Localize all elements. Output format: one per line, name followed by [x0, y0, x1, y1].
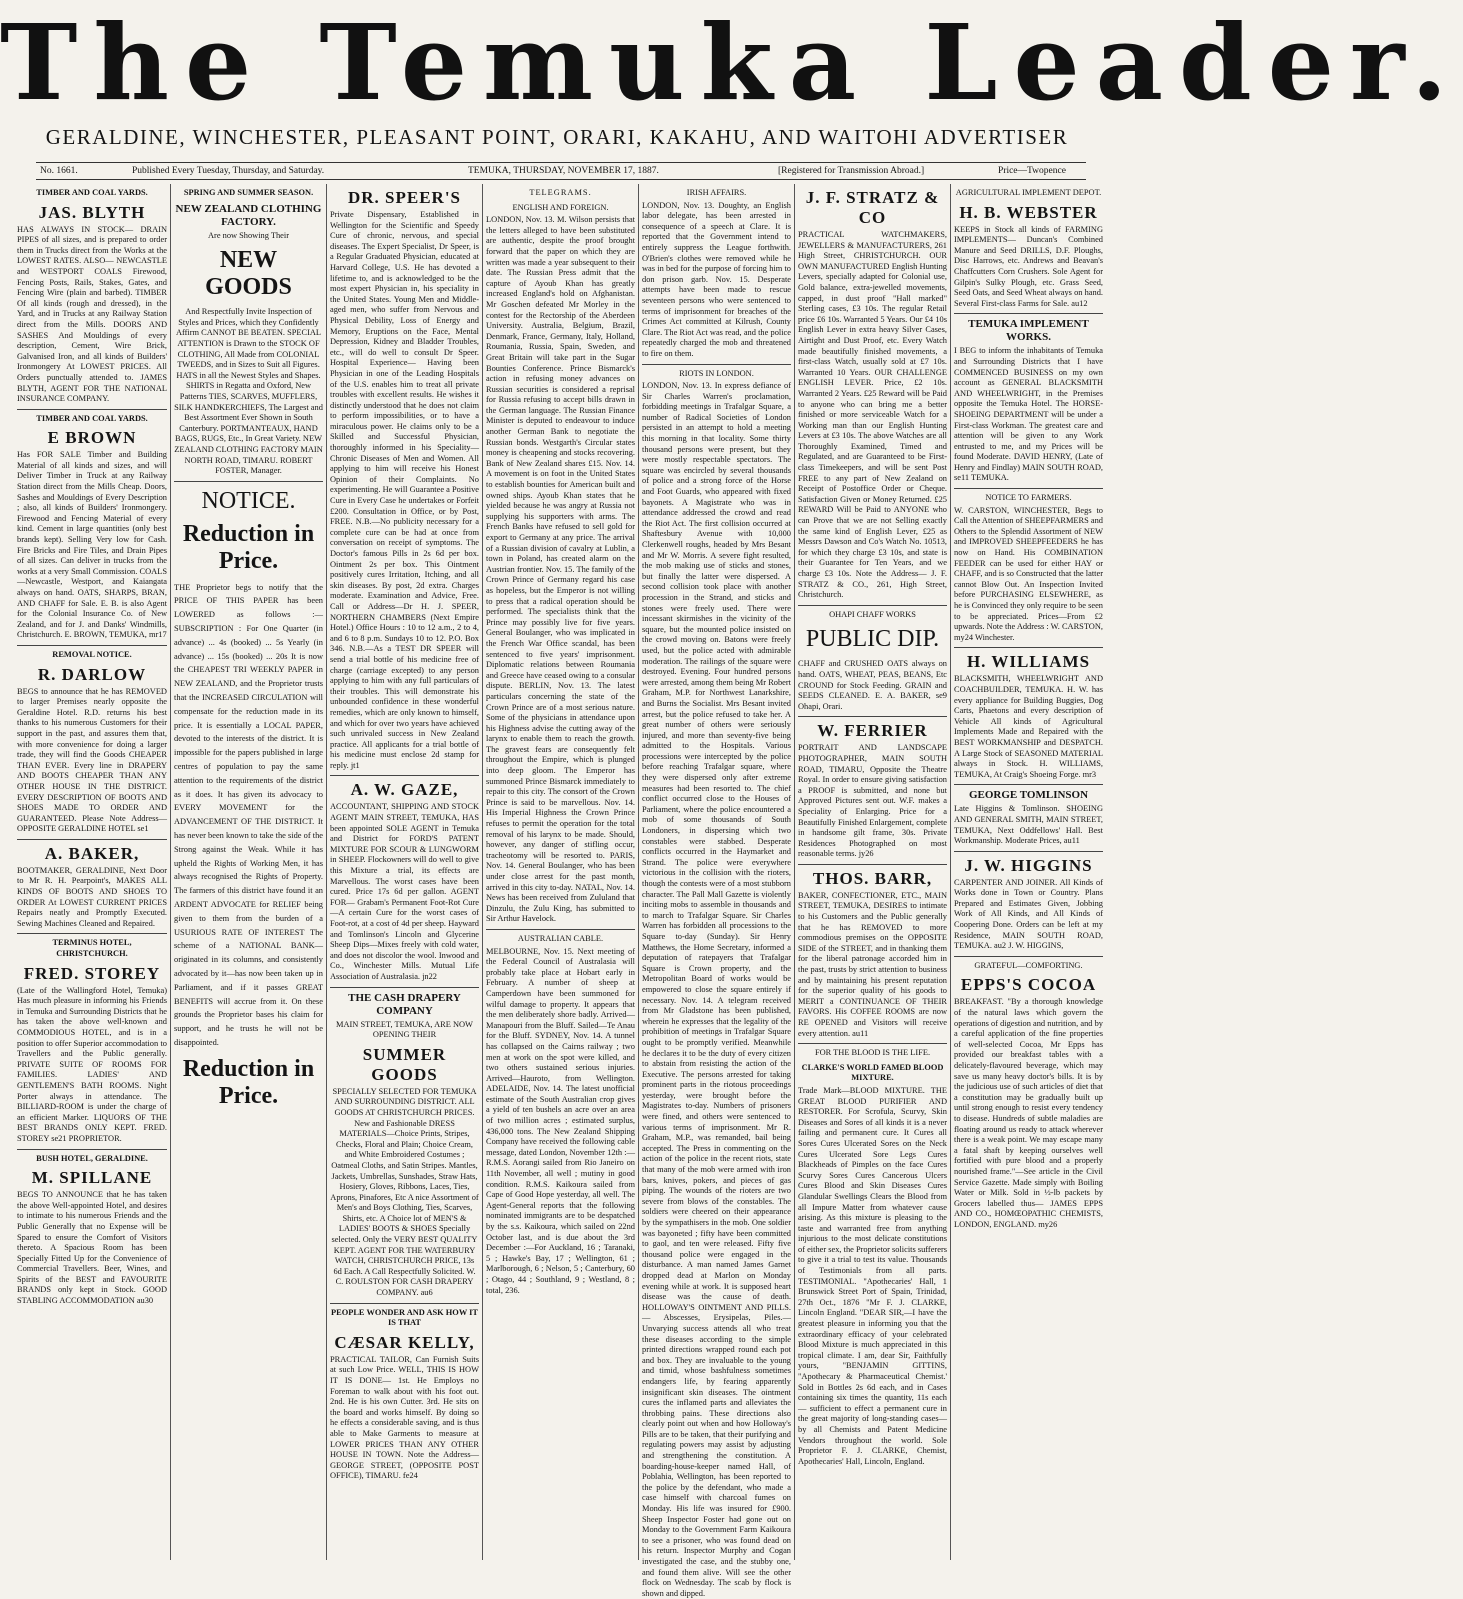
article-body: MELBOURNE, Nov. 15. Next meeting of the Federal Council of Australasia will probably take place at Hobart early in February. A number of sheep at Camperdown have been summoned for wilful damage to property. It appears that the men deliberately shore badly. Arrived—Manapouri from the Bluff. Sailed—Te Anau for the Bluff. SYDNEY, Nov. 14. A tunnel has collapsed on the Cairns railway ; two men at work on the spot were killed, and two others sustained serious injuries. Arrived—Hauroto, from Wellington. ADELAIDE, Nov. 14. The latest unofficial estimate of the South Australian crop gives a yield of ten bushels an acre over an area of two million acres ; estimated surplus, 436,000 tons. The New Zealand Shipping Company have received the following cable message, dated London, November 12th :— R.M.S. Aorangi sailed from Rio Janeiro on 11th November, all well ; mutiny in good condition. R.M.S. Kaikoura sailed from Cape of Good Hope yesterday, all well. The Agent-General reports that the following nominated immigrants are to be despatched by the s.s. Kaikoura, which sailed on 22nd October last, and is due about the 3rd December :—For Auckland, 16 ; Taranaki, 5 ; Hawke's Bay, 17 ; Wellington, 61 ; Marlborough, 6 ; Nelson, 5 ; Canterbury, 60 ; Otago, 44 ; Southland, 9 ; Westland, 8 ; total, 236.: [486, 946, 635, 1295]
advertiser-name: M. SPILLANE: [31, 1168, 153, 1188]
divider: [954, 784, 1103, 785]
divider: [954, 851, 1103, 852]
article-body: LONDON, Nov. 13. In express defiance of Sir Charles Warren's proclamation, forbidding meetings in Trafalgar Square, a number of Radical Societies of London persisted in an attempt to hold a meeting this morning in that locality. Some thirty thousand persons were present, but they were mostly respectable spectators. The square was encircled by several thousands of police and a strong force of the Horse and Foot Guards, who appeared with fixed bayonets. A Magistrate who was in attendance addressed the crowd and read the Riot Act. The first collision occurred at Shaftesbury Avenue with 10,000 Clerkenwell roughs, headed by Mrs Besant and Mr W. Morris. A severe fight resulted, the mob making use of sticks and stones, but finally the latter were dispersed. A second collision took place with another procession in the Strand, and sticks and stones were freely used. There were incessant skirmishes in the vicinity of the square, but the mounted police insisted on the crowd moving on. Batons were freely used, but the police acted with admirable moderation. The railings of the square were destroyed. Evening. Four hundred persons were arrested, among them being Mr Robert Graham, M.P. for Northwest Lanarkshire, and Burns the Socialist. Mrs Besant invited arrest, but the police refused to take her. A great number of others were seriously injured, and more than seventy-five being admitted to the Hospitals. Various processions were intercepted by the police before reaching Trafalgar square, where they were dispersed only after extreme measures had been resorted to. The chief conflict occurred close to the Houses of Parliament, where the police encountered a mob of some thousands of South Londoners, in dispersing which two constables were stabbed. Desperate conflicts occurred in the Haymarket and Strand. The police were everywhere victorious in the collision with the rioters, though the contests were of a most stubborn character. The Pall Mall Gazette is violently inciting mobs to assemble in thousands and to march to Trafalgar Square. Sir Charles Warren has forbidden all processions to the Square to-day (Sunday). Sir Henry Matthews, the Home Secretary, informed a deputation of ratepayers that Trafalgar Square is Crown property, and the Metropolitan Board of works would be empowered to close the square entirely if necessary. Nov. 14. A telegram received from Mr Gladstone has been published, wherein he expresses that the legality of the prohibition of meetings in Trafalgar Square ought to be promptly verified. Meanwhile he declares it to be the duty of every citizen to abstain from resisting the action of the Executive. The persons arrested for taking prominent parts in the riotous proceedings yesterday, were brought before the Magistrates to-day. Numbers of prisoners were fined, and others were sentenced to various terms of imprisonment. Mr R. Graham, M.P., was remanded, bail being accepted. The Press in commenting on the action of the police in the recent riots, state that many of the mob were armed with iron bars, knives, pokers, and pieces of gas piping. The wounds of the rioters are two severe from blows of the constables. The soldiers were cheered on their appearance by the sympathisers in the mob. One soldier was bayoneted ; fifty have been committed to gaol, and ten were released. Fifty five thousand police were engaged in the disturbance. A man named James Garnet dropped dead at Marlon on Monday evening while at work. It is supposed heart disease was the cause of death. HOLLOWAY'S OINTMENT AND PILLS.— Abscesses, Erysipelas, Piles.— Unvarying success attends all who treat these diseases according to the simple printed directions wrapped round each pot and box. They are invaluable to the young and timid, whose bashfulness sometimes endangers life, by fearing apparently insignificant skin diseases. The ointment cures the inflamed parts and alleviates the throbbing pains. These directions also clearly point out when and how Holloway's Pills are to be taken, that their purifying and regulating powers may assist by adjusting and strengthening the constitution. A boarding-house-keeper named Hall, of Poblahia, Wellington, has been reported to the police by the defendant, who made a case himself with charcoal fumes on Monday. His life was insured for £900. Sheep Inspector Foster had gone out on Monday to the Government Farm Kaikoura to see a prisoner, who was found dead on his return. Inspector Murphy and Cogan investigated the case, and the stubby one, and found them alive. Will see the other flock on Wednesday. The scab by flock is shown and dipped.: [642, 381, 791, 1598]
ad-body: And Respectfully Invite Inspection of Styles and Prices, which they Confidently Affirm CANNOT BE BEATEN. SPECIAL ATTENTION is Drawn to the STOCK OF CLOTHING, All Made from COLONIAL TWEEDS, and in Sizes to Suit all Figures. HATS in all the Newest Styles and Shapes. SHIRTS in Regatta and Oxford, New Patterns TIES, SCARVES, MUFFLERS, SILK HANDKERCHIEFS, The Largest and Best Assortment Ever Shown in South Canterbury. PORTMANTEAUX, HAND BAGS, RUGS, Etc., In Great Variety. NEW ZEALAND CLOTHING FACTORY MAIN NORTH ROAD, TIMARU. ROBERT FOSTER, Manager.: [174, 307, 323, 476]
divider: [330, 775, 479, 776]
ad-heading: BUSH HOTEL, GERALDINE.: [36, 1153, 148, 1163]
section-subheading: AUSTRALIAN CABLE.: [517, 933, 604, 943]
advertiser-name: DR. SPEER'S: [347, 188, 462, 207]
notice-headline: Reduction in Price.: [182, 520, 315, 574]
ad-heading: TERMINUS HOTEL, CHRISTCHURCH.: [52, 938, 132, 959]
divider: [330, 987, 479, 988]
ad-subheading: MAIN STREET, TEMUKA, ARE NOW OPENING THEIR: [336, 1019, 473, 1040]
notice-heading: NOTICE.: [201, 487, 296, 514]
ad-body: CARPENTER AND JOINER. All Kinds of Works done in Town or Country. Plans Prepared and Estimates Given, Jobbing Work of All Kinds, and All Kinds of Coopering Done. Orders can be left at my Residence, MAIN SOUTH ROAD, TEMUKA. au2 J. W. HIGGINS,: [954, 877, 1103, 951]
ad-body: HAS ALWAYS IN STOCK— DRAIN PIPES of all sizes, and is prepared to order them in Trucks direct from the Works at the LOWEST RATES. ALSO— NEWCASTLE and WESTPORT COALS Firewood, Fencing Posts, Rails, Stakes, Gates, and Fencing Wire (plain and barbed). TIMBER Of all kinds (rough and dressed), in the Yard, and in Trucks at any Railway Station direct from the Mills. DOORS AND SASHES And Mouldings of every description, Cement, Wire Brick, Galvanised Iron, and all kinds of Builders' Ironmongery At LOWEST PRICES. All Orders punctually attended to. JAMES BLYTH, AGENT FOR THE NATIONAL INSURANCE COMPANY.: [17, 224, 167, 404]
notice-body: THE Proprietor begs to notify that the PRICE OF THIS PAPER has been LOWERED as follows :— SUBSCRIPTION : For One Quarter (in advance) ... 4s (booked) ... 5s Yearly (in advance) ... 15s (booked) ... 20s It is now the CHEAPEST TRI WEEKLY PAPER in NEW ZEALAND, and the Proprietor trusts that the INCREASED CIRCULATION will compensate for the reduction made in its price. It is essentially a LOCAL PAPER, devoted to the interests of the district. It is impossible for the papers published in large centres of population to pay the same attention to the requirements of the district as it does. It has given its advocacy to EVERY MOVEMENT for the ADVANCEMENT OF THE DISTRICT. It has never been known to take the side of the Strong against the Weak. While it has upheld the Rights of Working Men, it has always recognised the Rights of Property. The farmers of this district have found it an ARDENT ADVOCATE for RELIEF being given to them from the burden of a USURIOUS RATE OF INTEREST The scheme of a NATIONAL BANK—originated in its columns, and consistently advocated by it—has now been taken up in Parliament, and if it passes GREAT BENEFITS will accrue from it. On these grounds the Proprietor bases his claim for support, and he trusts he will not be disappointed.: [174, 582, 323, 1047]
divider: [954, 313, 1103, 314]
ad-body: PRACTICAL TAILOR, Can Furnish Suits at such Low Price. WELL, THIS IS HOW IT IS DONE— 1st. He Employs no Foreman to walk about with his foot out. 2nd. He is his own Cutter. 3rd. He sits on the board and works himself. By doing so he effects a considerable saving, and is thus able to Make Garments to measure at LOWER PRICES THAN ANY OTHER HOUSE IN TOWN. Note the Address— GEORGE STREET, (OPPOSITE POST OFFICE), TIMARU. fe24: [330, 1354, 479, 1481]
masthead-subtitle: GERALDINE, WINCHESTER, PLEASANT POINT, ORARI, KAKAHU, AND WAITOHI ADVERTISER: [45, 125, 1069, 149]
advertiser-name: R. DARLOW: [37, 664, 147, 684]
ad-body: BAKER, CONFECTIONER, ETC., MAIN STREET, TEMUKA, DESIRES to intimate to his Customers and the Public generally that he has REMOVED to more commodious premises on the OPPOSITE SIDE of the STREET, and in thanking them for the liberal patronage accorded him in the past, trusts by strict attention to business and by maintaining his present reputation for the superior quality of his goods to MERIT a CONTINUANCE OF THEIR FAVORS. His COFFEE ROOMS are now RE OPENED and Visitors will receive every attention. au11: [798, 890, 947, 1038]
advertiser-name: E BROWN: [47, 428, 137, 448]
advertiser-name: THOS. BARR,: [812, 868, 933, 888]
ad-body: BREAKFAST. "By a thorough knowledge of the natural laws which govern the operations of digestion and nutrition, and by a careful application of the fine properties of well-selected Cocoa, Mr Epps has provided our breakfast tables with a delicately-flavoured beverage, which may save us many heavy doctor's bills. It is by the judicious use of such articles of diet that a constitution may be gradually built up until strong enough to resist every tendency to disease. Hundreds of subtle maladies are floating around us ready to attack wherever there is a weak point. We may escape many a fatal shaft by keeping ourselves well fortified with pure blood and a properly nourished frame."—See article in the Civil Service Gazette. Made simply with Boiling Water or Milk. Sold in ½-lb packets by Grocers labelled thus— JAMES EPPS AND CO., HOMŒOPATHIC CHEMISTS, LONDON, ENGLAND. my26: [954, 997, 1103, 1229]
ad-heading: SPRING AND SUMMER SEASON.: [183, 188, 314, 197]
ad-body: PRACTICAL WATCHMAKERS, JEWELLERS & MANUFACTURERS, 261 High Street, CHRISTCHURCH. OUR OWN MANUFACTURED English Hunting Levers, specially adapted for Colonial use, Gold balance, extra-jewelled movements, capped, in dust proof "Hall marked" Sterling cases, £3 10s. The regular Retail price £6 10s. Warranted 5 Years. Our £4 10s English Lever in extra heavy Silver Cases, Airtight and Dust Proof, etc. Every Watch made beautifully finished movements, a first-class Watch, usually sold at £7 10s. Warranted 10 Years. OUR CHALLENGE ENGLISH LEVER. Price, £2 10s. Warranted 2 Years. £25 Reward will be Paid to anyone who can bring me a better finished or more serviceable Watch for a Working man than our English Hunting Levers at £3 10s. The above Watches are all Thoroughly Examined, Timed and Regulated, and are Guaranteed to be First-class Timekeepers, and will be sent Post FREE to any part of New Zealand on Receipt of Postoffice Order or Cheque. Satisfaction Given or Money Returned. £25 REWARD Will be Paid to ANYONE who can Prove that we are not Selling exactly the same kind of English Lever, £25 as Messrs Dawson and Co's Watch No. 10513, for which they charge £3 10s, and state is their Guarantee for Ten Years, and we charge £3 10s. Note the Address— J. F. STRATZ & CO., 261, High Street, Christchurch.: [798, 230, 947, 600]
ad-heading: TIMBER AND COAL YARDS.: [36, 188, 148, 197]
issue-date: TEMUKA, THURSDAY, NOVEMBER 17, 1887.: [468, 166, 659, 176]
advertiser-name: GEORGE TOMLINSON: [968, 789, 1089, 802]
ad-heading: TEMUKA IMPLEMENT WORKS.: [968, 318, 1089, 344]
divider: [17, 933, 167, 934]
ad-body: (Late of the Wallingford Hotel, Temuka) Has much pleasure in informing his Friends in Temuka and Surrounding Districts that he has taken the above well-known and COMMODIOUS HOTEL, and is in a position to offer Superior accommodation to Travellers and the Public generally. PRIVATE SUITE OF ROOMS FOR FAMILIES. LADIES' AND GENTLEMEN'S BATH ROOMS. Night Porter always in attendance. The BILLIARD-ROOM is under the charge of an efficient Marker. LIQUORS OF THE BEST BRANDS ONLY KEPT. FRED. STOREY se21 PROPRIETOR.: [17, 985, 167, 1143]
ad-headline: PUBLIC DIP.: [805, 626, 940, 653]
ad-body: W. CARSTON, WINCHESTER, Begs to Call the Attention of SHEEPFARMERS and Others to the Splendid Assortment of NEW and IMPROVED SHEEPFEEDERS he has now on Hand. His COMBINATION FEEDER can be used for either HAY or CHAFF, and is so Constructed that the latter cannot Blow Out. An Inspection Invited before PURCHASING ELSEWHERE, as he is Convinced they only require to be seen to be appreciated. Prices—From £2 upwards. Note the Address : W. CARSTON, my24 Winchester.: [954, 505, 1103, 642]
ad-headline: NEW GOODS: [205, 247, 292, 301]
article-body: LONDON, Nov. 13. Doughty, an English labor delegate, has been arrested in consequence of a speech at Clare. It is reported that the Government intend to entirely suppress the League forthwith. O'Brien's clothes were removed while he was in bed for the purpose of forcing him to don prison garb. Nov. 15. Desperate attempts have been made to rescue seventeen persons who were sentenced to terms of imprisonment for breaches of the Crimes Act committed at Kilrush, County Clare. The Riot Act was read, and the police repeatedly charged the mob and threatened to fire on them.: [642, 200, 791, 358]
masthead-title: The Temuka Leader.: [0, 1, 1463, 124]
advertiser-name: FRED. STOREY: [23, 963, 161, 983]
ad-body: I BEG to inform the inhabitants of Temuka and Surrounding Districts that I have COMMENCED BUSINESS on my own account as GENERAL BLACKSMITH AND WHEELWRIGHT, in the Premises opposite the Temuka Hotel. The HORSE-SHOEING DEPARTMENT will be under a First-class Workman. The greatest care and attention will be given to any Work entrusted to me, and my Prices will be found Moderate. DAVID HENRY, (Late of Henry and Findlay) MAIN SOUTH ROAD, se11 TEMUKA.: [954, 346, 1103, 483]
publication-schedule: Published Every Tuesday, Thursday, and Saturday.: [132, 166, 325, 176]
ad-body: SPECIALLY SELECTED FOR TEMUKA AND SURROUNDING DISTRICT. ALL GOODS AT CHRISTCHURCH PRICES. New and Fashionable DRESS MATERIALS—Choice Prints, Stripes, Checks, Floral and Plain; Choice Cream, and White Embroidered Costumes ; Oatmeal Cloths, and Satin Stripes. Mantles, Jackets, Umbrellas, Sunshades, Straw Hats, Hosiery, Gloves, Ribbons, Laces, Ties, Aprons, Pinafores, Etc A nice Assortment of Men's and Boys Clothing, Ties, Scarves, Shirts, etc. A Choice lot of MEN'S & LADIES' BOOTS & SHOES Specially selected. Only the VERY BEST QUALITY KEPT. AGENT FOR THE WATERBURY WATCH, CHRISTCHURCH PRICE, 13s 6d Each. A Call Respectfully Solicited. W. C. ROULSTON FOR CASH DRAPERY COMPANY. au6: [330, 1086, 479, 1298]
ad-body: ACCOUNTANT, SHIPPING AND STOCK AGENT MAIN STREET, TEMUKA, HAS been appointed SOLE AGENT in Temuka and District for FORD'S PATENT MIXTURE FOR SCOUR & LUNGWORM in SHEEP. Flockowners will do well to give this Mixture a trial, its effects are Marvellous. The worst cases have been cured. Price 17s 6d per gallon. AGENT FOR— Grabam's Permanent Foot-Rot Cure—A certain Cure for the worst cases of Foot-rot, at a cost of 4d per sheep. Hayward and Tomlinson's Lincoln and Glycerine Sheep Dips—Mixes freely with cold water, and does not discolor the wool. Inwood and Co., Winchester Mills. Mutual Life Association of Australasia. jn22: [330, 802, 479, 981]
issue-number: No. 1661.: [40, 166, 78, 176]
ad-heading: OHAPI CHAFF WORKS: [829, 609, 916, 619]
advertiser-name: H. B. WEBSTER: [959, 202, 1098, 222]
notice-headline: Reduction in Price.: [182, 1055, 315, 1109]
section-heading: TELEGRAMS.: [529, 188, 592, 197]
divider: [954, 956, 1103, 957]
ad-heading: PEOPLE WONDER AND ASK HOW IT IS THAT: [331, 1307, 478, 1328]
advertiser-name: J. W. HIGGINS: [964, 855, 1093, 875]
ad-heading: GRATEFUL—COMFORTING.: [974, 960, 1083, 970]
ad-body: BOOTMAKER, GERALDINE, Next Door to Mr R. H. Pearpoint's, MAKES ALL KINDS OF BOOTS AND SHOES TO ORDER At LOWEST CURRENT PRICES Repairs neatly and Promptly Executed. Sewing Machines Cleaned and Repaired.: [17, 865, 167, 928]
advertiser-name: A. BAKER,: [44, 843, 140, 863]
ad-heading: REMOVAL NOTICE.: [52, 649, 132, 659]
ad-body: Late Higgins & Tomlinson. SHOEING AND GENERAL SMITH, MAIN STREET, TEMUKA, Next Oddfellows' Hall. Best Workmanship. Moderate Prices, au11: [954, 804, 1103, 846]
dateline-bar: [36, 162, 1086, 180]
column-4: [482, 184, 638, 1560]
column-5: [638, 184, 794, 1598]
article-body: LONDON, Nov. 13. M. Wilson persists that the letters alleged to have been substituted are authentic, despite the proof brought forward that the paper on which they are written was made a year subsequent to their date. The Russian Press admit that the capture of Ayoub Khan has greatly increased England's hold on Afghanistan. Mr Goschen defeated Mr Morley in the contest for the Rectorship of the Aberdeen University. Australia, Belgium, Brazil, Denmark, France, Germany, Italy, Holland, Roumania, Russia, Spain, Sweden, and Great Britain will take part in the Sugar Bounties Conference. Prince Bismarck's action in refusing money advances on Russian securities is considered a reprisal for Russia refusing to accept bills drawn in the German language. The Russian Finance Minister is deputed to endeavour to induce another German Bank to negotiate the Russian bonds. Westgarth's Circular states money is cheapening and stocks recovering. Bank of New Zealand shares £15. Nov. 14. A movement is on foot in the United States to establish bounties for American built and owned ships. Ayoub Khan states that he yielded because he was angry at Russia not supplying his supporters with arms. The French Banks have refused to sell gold for export to Germany at any price. The arrival of a Russian division of cavalry at Lublin, a town in Poland, has created alarm on the Austrian frontier. Nov. 15. The family of the Crown Prince of Germany regard his case as hopeless, but the Emperor is not willing to press that a radical operation should be performed. The specialists think that the Prince may possibly live for five years. General Boulanger, who was implicated in the French War Office scandal, has been sentenced to five years' imprisonment. Diplomatic relations between Roumania and Greece have ceased owing to a consular dispute. BERLIN, Nov. 13. The latest particulars concerning the state of the Crown Prince are of a most serious nature. Some of the physicians in attendance upon his Highness advise the cutting away of the larynx to enable them to reach the growth. The gravest fears are consequently felt throughout the Empire, which is plunged into deep gloom. The Emperor has summoned Prince Bismarck immediately to repair to this city. The consort of the Crown Prince is said to be marvellous. Nov. 14. His Imperial Highness the Crown Prince refuses to permit the operation for the total removal of his larynx to be made. Should, however, any danger of stifling occur, tracheotomy will be resorted to. PARIS, Nov. 14. General Boulanger, who has been under close arrest for the past month, arrived in this city to-day. NATAL, Nov. 14. News has been received from Zululand that Dinzulu, the Zulu King, has submitted to Sir Arthur Havelock.: [486, 215, 635, 924]
divider: [798, 605, 947, 606]
registration-note: [Registered for Transmission Abroad.]: [778, 166, 925, 176]
section-subheading: ENGLISH AND FOREIGN.: [512, 202, 609, 212]
divider: [17, 1149, 167, 1150]
divider: [798, 716, 947, 717]
ad-subheading: Are now Showing Their: [207, 230, 290, 240]
advertiser-name: CLARKE'S WORLD FAMED BLOOD MIXTURE.: [801, 1062, 944, 1083]
divider: [17, 409, 167, 410]
ad-heading: TIMBER AND COAL YARDS.: [36, 413, 148, 423]
advertiser-name: J. F. STRATZ & CO: [805, 188, 940, 227]
section-subheading: RIOTS IN LONDON.: [679, 368, 754, 378]
advertiser-name: W. FERRIER: [817, 721, 928, 741]
ad-body: BEGS to announce that he has REMOVED to larger Premises nearly opposite the Geraldine Hotel. R.D. returns his best thanks to his numerous Customers for their support in the past, and assures them that, with more convenience for doing a larger trade, they will find the Goods CHEAPER THAN EVER. Every line in DRAPERY AND BOOTS CHEAPER THAN ANY OTHER HOUSE IN THE DISTRICT. EVERY DESCRIPTION OF BOOTS AND SHOES MADE TO ORDER AND GUARANTEED. Please Note Address— OPPOSITE GERALDINE HOTEL se1: [17, 686, 167, 834]
advertiser-name: THE CASH DRAPERY COMPANY: [348, 991, 461, 1017]
ad-body: PORTRAIT AND LANDSCAPE PHOTOGRAPHER, MAIN SOUTH ROAD, TIMARU, Opposite the Theatre Royal. In order to ensure giving satisfaction a PROOF is submitted, and none but Approved Pictures sent out. W.F. makes a Speciality of Enlarging. Price for a Beautifully Finished Enlargement, complete in handsome gilt frame, 30s. Private Residences Photographed on most reasonable terms. jy26: [798, 743, 947, 859]
ad-heading: NOTICE TO FARMERS.: [985, 493, 1072, 503]
ad-heading: FOR THE BLOOD IS THE LIFE.: [814, 1048, 931, 1058]
divider: [798, 864, 947, 865]
divider: [17, 839, 167, 840]
ad-body: Trade Mark—BLOOD MIXTURE. THE GREAT BLOOD PURIFIER AND RESTORER. For Scrofula, Scurvy, Skin Diseases and Sores of all kinds it is a never failing and permanent cure. It Cures all Sores Cures Ulcerated Sores on the Neck Cures Ulcerated Sore Legs Cures Blackheads of Pimples on the face Cures Scurvy Sores Cures Cancerous Ulcers Cures Blood and Skin Diseases Cures Glandular Swellings Clears the Blood from all Impure Matter from whatever cause arising. As this mixture is pleasing to the taste and warranted free from anything injurious to the most delicate constitutions of either sex, the Proprietor solicits sufferers to give it a trial to test its value. Thousands of Testimonials from all parts. TESTIMONIAL. "Apothecaries' Hall, 1 Brunswick Street Port of Spain, Trinidad, 27th Oct., 1876 "Mr F. J. CLARKE, Lincoln England. "DEAR SIR,—I have the greatest pleasure in informing you that the extraordinary efficacy of your celebrated Blood Mixture is much appreciated in this tropical climate. I am, dear Sir, Faithfully yours, "BENJAMIN GITTINS, "Apothecary & Pharmaceutical Chemist.' Sold in Bottles 2s 6d each, and in Cases containing six times the quantity, 11s each— sufficient to effect a permanent cure in the great majority of long-standing cases—by all Chemists and Patent Medicine Vendors throughout the world. Sole Proprietor F. J. CLARKE, Chemist, Apothecaries' Hall, Lincoln, England.: [798, 1085, 947, 1466]
ad-heading: AGRICULTURAL IMPLEMENT DEPOT.: [955, 188, 1102, 197]
column-1: [14, 184, 170, 1560]
divider: [954, 488, 1103, 489]
divider: [798, 1043, 947, 1044]
divider: [330, 1303, 479, 1304]
advertiser-name: H. WILLIAMS: [966, 652, 1091, 672]
divider: [17, 645, 167, 646]
ad-body: Private Dispensary, Established in Wellington for the Scientific and Speedy Cure of chronic, nervous, and special diseases. The Expert Specialist, Dr Speer, is a Regular Graduated Physician, educated at Harvard College, U.S. He has devoted a lifetime to, and is acknowledged to be the most expert Physician in, his speciality in the United States. Young Men and Middle-aged men, who suffer from Nervous and Physical Debility, Loss of Energy and Memory, Eruptions on the Face, Mental Depression, Kidney and Bladder Troubles, etc., will do well to consult Dr Speer. Hospital Experience— Having been Physician in one of the Leading Hospitals of the U.S. enables him to treat all private troubles with excellent results. He wishes it distinctly understood that he does not claim to perform impossibilities, or to have a miraculous power. He claims only to be a Skilled and Successful Physician, thoroughly informed in his Speciality— Chronic Diseases of Men and Women. All applying to him will receive his Honest Opinion of their Complaints. No experimenting. He will Guarantee a Positive Cure in Every Case he undertakes or Forfeit £200. Consultation in Office, or by Post, FREE. N.B.—No publicity necessary for a complete cure can be had at once from conversation on receipt of symptoms. The Doctor's famous Pills in 2s 6d per box. Ointment 2s per box. This Ointment positively cures Irritation, Itching, and all skin diseases. By post, 2d extra. Charges moderate. Examination and Advice, Free. Call or Address—Dr H. J. SPEER, NORTHERN CHAMBERS (Next Empire Hotel.) Office Hours : 10 to 12 a.m., 2 to 4, and 6 to 8 p.m. Sundays 10 to 12. P.O. Box 346. N.B.—As a TEST DR SPEER will send a trial bottle of his medicine free of charge (carriage excepted) to any person applying to him with any full particulars of their troubles. This will demonstrate his unbounded confidence in these wonderful remedies, which are only known to himself, and which for over two years have achieved such unrivaled success in New Zealand practice. All applicants for a trial bottle of his medicine must enclose 2d stamp for reply. jt1: [330, 210, 479, 770]
divider: [174, 481, 323, 482]
section-heading: IRISH AFFAIRS.: [686, 188, 747, 197]
column-2: [170, 184, 326, 1560]
ad-body: KEEPS in Stock all kinds of FARMING IMPLEMENTS— Duncan's Combined Manure and Seed DRILLS, D.F. Ploughs, Disc Harrows, etc. Andrews and Beavan's Chaffcutters Corn Crushers. Sole Agent for Gilpin's Sulky Plough, etc. Grass Seed, Seed Oats, and Seed Wheat always on hand. Several First-class Farms for Sale. au12: [954, 224, 1103, 308]
column-7: [950, 184, 1106, 1560]
ad-body: CHAFF and CRUSHED OATS always on hand. OATS, WHEAT, PEAS, BEANS, Etc CROUND for Stock Feeding. GRAIN and SEEDS CLEANED. E. A. BAKER, se9 Ohapi, Orari.: [798, 659, 947, 711]
advertiser-name: JAS. BLYTH: [38, 202, 146, 222]
divider: [954, 647, 1103, 648]
divider: [642, 364, 791, 365]
price: Price—Twopence: [998, 166, 1066, 176]
columns: [14, 184, 1108, 1598]
ad-body: BEGS TO ANNOUNCE that he has taken the above Well-appointed Hotel, and desires to intimate to his numerous Friends and the Public Generally that no Expense will be Spared to ensure the Comfort of Visitors thereto. A Spacious Room has been Specially Fitted Up for the Convenience of Commercial Travellers. Beer, Wines, and Spirits of the BEST and FAVOURITE BRANDS only kept in Stock. GOOD STABLING ACCOMMODATION au30: [17, 1190, 167, 1306]
ad-headline: SUMMER GOODS: [362, 1044, 447, 1084]
advertiser-name: NEW ZEALAND CLOTHING FACTORY.: [175, 202, 322, 228]
divider: [486, 929, 635, 930]
column-3: [326, 184, 482, 1560]
ad-body: Has FOR SALE Timber and Building Material of all kinds and sizes, and will Deliver Timber in Truck at any Railway Station direct from the Mills Cheap. Doors, Sashes and Mouldings of Every Description ; also, all kinds of Builders' Ironmongery. Firewood and Fencing Material of every kind. Cement in large quantities (only best brands kept). Selling Very low for Cash. Fire Bricks and Fire Tiles, and Drain Pipes of all sizes. Can deliver in trucks from the works at a very Small Commission. COALS—Newcastle, Westport, and Kaiangata always on hand. OATS, SHARPS, BRAN, AND CHAFF for Sale. E. B. is also Agent for the Colonial Insurance Co. of New Zealand, and for J. and Danks' Windmills, Christchurch. E. BROWN, TEMUKA, mr17: [17, 450, 167, 640]
ad-body: BLACKSMITH, WHEELWRIGHT AND COACHBUILDER, TEMUKA. H. W. has every appliance for Building Buggies, Dog Carts, Phaetons and every description of Vehicle All kinds of Agricultural Implements Made and Repaired with the BEST WORKMANSHIP and DESPATCH. A Large Stock of SEASONED MATERIAL always in Stock. H. WILLIAMS, TEMUKA, At Craig's Shoeing Forge. mr3: [954, 674, 1103, 779]
advertiser-name: CÆSAR KELLY,: [334, 1332, 475, 1352]
column-6: [794, 184, 950, 1560]
advertiser-name: EPPS'S COCOA: [960, 975, 1097, 995]
advertiser-name: A. W. GAZE,: [350, 780, 459, 800]
